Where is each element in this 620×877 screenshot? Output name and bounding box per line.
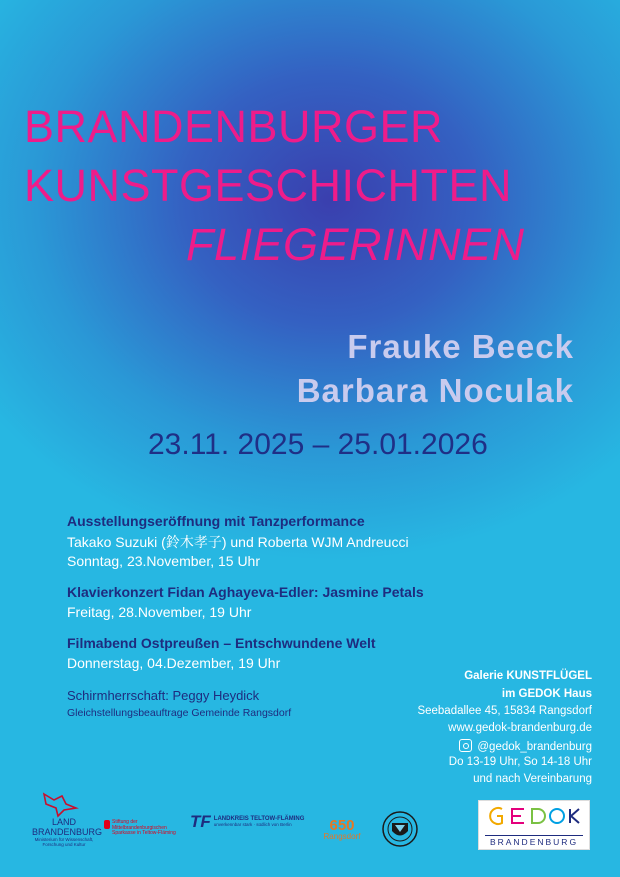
event-date: Freitag, 28.November, 19 Uhr	[67, 604, 252, 620]
seal-icon	[381, 810, 419, 848]
title-line-1: BRANDENBURGER	[24, 101, 444, 152]
gallery-name: Galerie KUNSTFLÜGEL	[464, 670, 592, 682]
instagram-icon	[459, 739, 472, 752]
land-line1: LAND	[51, 817, 76, 827]
sparkasse-line1: Stiftung der Mittelbrandenburgischen	[112, 819, 167, 831]
event-title: Klavierkonzert Fidan Aghayeva-Edler: Jasmine Petals	[67, 584, 424, 600]
title-line-2: KUNSTGESCHICHTEN	[24, 160, 513, 211]
instagram-handle: @gedok_brandenburg	[477, 741, 592, 753]
sparkasse-line2: Sparkasse in Teltow-Fläming	[112, 830, 176, 836]
event-date: Sonntag, 23.November, 15 Uhr	[67, 553, 261, 569]
event-date: Donnerstag, 04.Dezember, 19 Uhr	[67, 655, 281, 671]
landkreis-logo	[190, 812, 305, 832]
land-line2: BRANDENBURG	[32, 826, 103, 837]
sparkasse-icon	[104, 820, 110, 829]
event-title: Ausstellungseröffnung mit Tanzperformance	[67, 513, 365, 529]
artist-name: Frauke Beeck	[347, 328, 574, 365]
rangsdorf-number: 650	[329, 817, 355, 834]
artist-name: Barbara Noculak	[296, 372, 574, 409]
gedok-word	[479, 804, 589, 834]
title-line-3: FLIEGERINNEN	[186, 219, 525, 270]
eagle-icon	[40, 790, 80, 818]
rangsdorf-650-logo	[316, 818, 368, 842]
gallery-instagram[interactable]	[459, 739, 592, 753]
rangsdorf-seal-logo	[381, 810, 419, 853]
gallery-hours: Do 13-19 Uhr, So 14-18 Uhr	[448, 756, 592, 768]
land-sub2: Forschung und Kultur	[42, 841, 86, 847]
landkreis-mark: TF	[190, 812, 211, 831]
gedok-sub: BRANDENBURG	[485, 835, 583, 847]
landkreis-line2: unverkennbar stark · südlich von Berlin	[213, 821, 292, 827]
event-detail: Takako Suzuki (鈴木孝子) und Roberta WJM Andreucci	[67, 534, 409, 550]
gedok-letters-icon	[486, 804, 582, 828]
landkreis-line1: LANDKREIS TELTOW-FLÄMING	[213, 816, 305, 823]
gallery-address: Seebadallee 45, 15834 Rangsdorf	[417, 705, 592, 717]
exhibition-dates: 23.11. 2025 – 25.01.2026	[148, 428, 488, 461]
land-sub1: Ministerium für Wissenschaft,	[34, 836, 94, 842]
land-brandenburg-logo	[32, 790, 103, 848]
event-title: Filmabend Ostpreußen – Entschwundene Welt	[67, 635, 376, 651]
patronage-role: Gleichstellungsbeauftrage Gemeinde Rangsdorf	[67, 707, 292, 719]
gedok-logo	[478, 800, 590, 850]
sparkasse-logo	[104, 820, 182, 837]
gallery-website[interactable]: www.gedok-brandenburg.de	[448, 722, 592, 734]
rangsdorf-word: Rangsdorf	[323, 832, 361, 841]
gallery-house: im GEDOK Haus	[501, 688, 592, 700]
patronage: Schirmherrschaft: Peggy Heydick	[67, 688, 260, 703]
gallery-appointment: und nach Vereinbarung	[473, 773, 592, 785]
